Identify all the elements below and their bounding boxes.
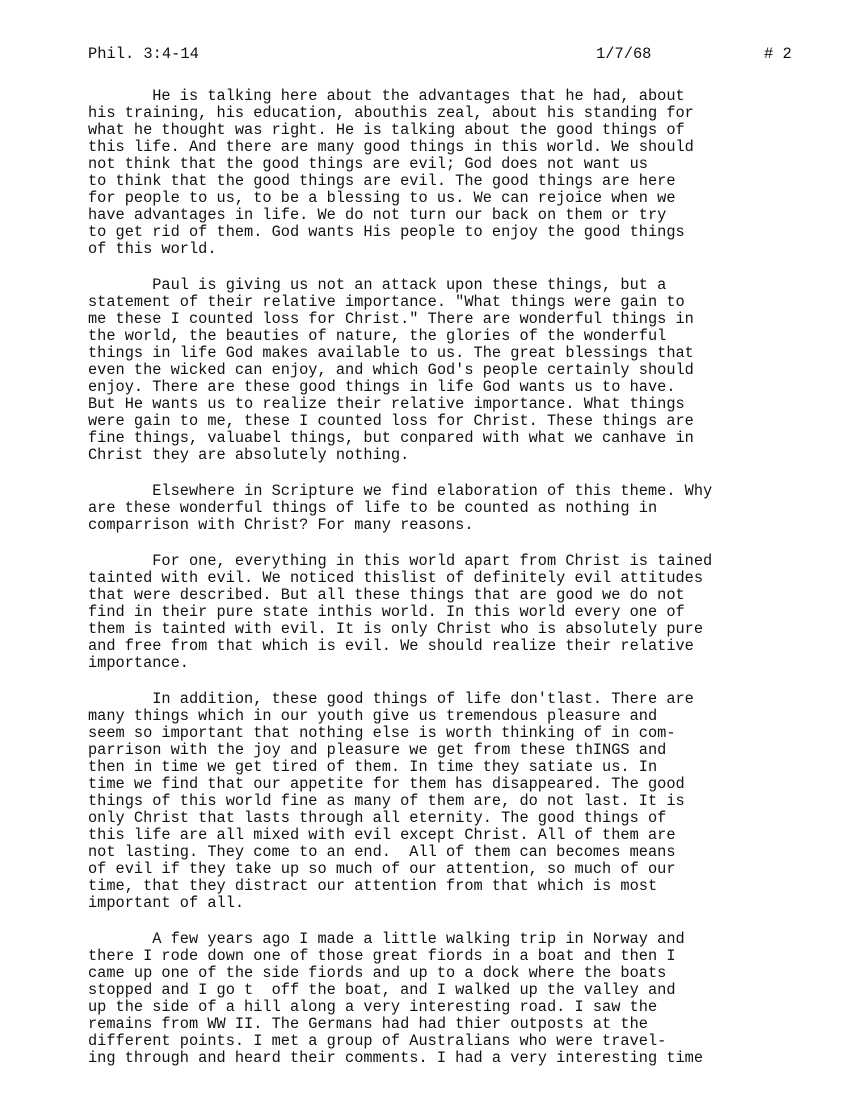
text-line: of this world. — [88, 240, 217, 258]
text-line: to get rid of them. God wants His people to enjoy the good things — [88, 223, 685, 241]
text-line: importance. — [88, 654, 189, 672]
text-line: Christ they are absolutely nothing. — [88, 446, 410, 464]
text-line: up the side of a hill along a very interesting road. I saw the — [88, 998, 658, 1016]
text-line: remains from WW II. The Germans had had thier outposts at the — [88, 1015, 648, 1033]
text-line: time we find that our appetite for them has disappeared. The good — [88, 775, 685, 793]
text-line: But He wants us to realize their relative importance. What things — [88, 395, 685, 413]
text-line: them is tainted with evil. It is only Christ who is absolutely pure — [88, 620, 704, 638]
text-line: not lasting. They come to an end. All of them can becomes means — [88, 843, 676, 861]
paragraph — [88, 931, 793, 1067]
text-line: statement of their relative importance. "What things were gain to — [88, 293, 685, 311]
text-line: ing through and heard their comments. I had a very interesting time — [88, 1049, 704, 1067]
text-line: things of this world fine as many of them are, do not last. It is — [88, 792, 685, 810]
text-line: have advantages in life. We do not turn our back on them or try — [88, 206, 667, 224]
text-line: different points. I met a group of Australians who were travel- — [88, 1032, 667, 1050]
text-line: the world, the beauties of nature, the glories of the wonderful — [88, 327, 667, 345]
paragraph — [88, 483, 793, 534]
paragraph — [88, 553, 793, 672]
text-line: are these wonderful things of life to be counted as nothing in — [88, 499, 658, 517]
text-line: me these I counted loss for Christ." There are wonderful things in — [88, 310, 694, 328]
paragraph — [88, 691, 793, 912]
text-line: this life. And there are many good things in this world. We should — [88, 138, 694, 156]
paragraph-gap — [88, 258, 793, 277]
text-line: important of all. — [88, 894, 245, 912]
text-line: Paul is giving us not an attack upon these things, but a — [88, 276, 667, 294]
text-line: tainted with evil. We noticed thislist of definitely evil attitudes — [88, 569, 704, 587]
text-line: were gain to me, these I counted loss for Christ. These things are — [88, 412, 694, 430]
text-line: In addition, these good things of life don'tlast. There are — [88, 690, 694, 708]
paragraph-gap — [88, 912, 793, 931]
text-line: parrison with the joy and pleasure we get from these thINGS and — [88, 741, 667, 759]
text-line: things in life God makes available to us. The great blessings that — [88, 344, 694, 362]
text-line: time, that they distract our attention from that which is most — [88, 877, 658, 895]
paragraph-gap — [88, 464, 793, 483]
text-line: this life are all mixed with evil except Christ. All of them are — [88, 826, 676, 844]
paragraph — [88, 88, 793, 258]
text-line: and free from that which is evil. We should realize their relative — [88, 637, 694, 655]
document-body — [88, 88, 793, 1067]
text-line: fine things, valuabel things, but conpared with what we canhave in — [88, 429, 694, 447]
text-line: then in time we get tired of them. In time they satiate us. In — [88, 758, 658, 776]
sermon-date: 1/7/68 — [596, 45, 652, 63]
scripture-reference: Phil. 3:4-14 — [88, 45, 199, 63]
text-line: seem so important that nothing else is worth thinking of in com- — [88, 724, 676, 742]
paragraph-gap — [88, 534, 793, 553]
text-line: his training, his education, abouthis zeal, about his standing for — [88, 104, 694, 122]
text-line: find in their pure state inthis world. In this world every one of — [88, 603, 685, 621]
text-line: enjoy. There are these good things in life God wants us to have. — [88, 378, 676, 396]
text-line: Elsewhere in Scripture we find elaboration of this theme. Why — [88, 482, 713, 500]
page-number: # 2 — [764, 45, 792, 63]
text-line: He is talking here about the advantages that he had, about — [88, 87, 685, 105]
text-line: what he thought was right. He is talking about the good things of — [88, 121, 685, 139]
text-line: only Christ that lasts through all eternity. The good things of — [88, 809, 667, 827]
text-line: for people to us, to be a blessing to us. We can rejoice when we — [88, 189, 676, 207]
text-line: A few years ago I made a little walking trip in Norway and — [88, 930, 685, 948]
text-line: that were described. But all these things that are good we do not — [88, 586, 685, 604]
text-line: came up one of the side fiords and up to a dock where the boats — [88, 964, 667, 982]
text-line: there I rode down one of those great fiords in a boat and then I — [88, 947, 676, 965]
text-line: of evil if they take up so much of our attention, so much of our — [88, 860, 676, 878]
text-line: comparrison with Christ? For many reasons. — [88, 516, 474, 534]
paragraph — [88, 277, 793, 464]
paragraph-gap — [88, 672, 793, 691]
text-line: to think that the good things are evil. The good things are here — [88, 172, 676, 190]
text-line: many things which in our youth give us tremendous pleasure and — [88, 707, 658, 725]
text-line: stopped and I go t off the boat, and I walked up the valley and — [88, 981, 676, 999]
text-line: For one, everything in this world apart from Christ is tained — [88, 552, 713, 570]
page-header — [88, 43, 794, 65]
text-line: not think that the good things are evil; God does not want us — [88, 155, 648, 173]
text-line: even the wicked can enjoy, and which God's people certainly should — [88, 361, 694, 379]
